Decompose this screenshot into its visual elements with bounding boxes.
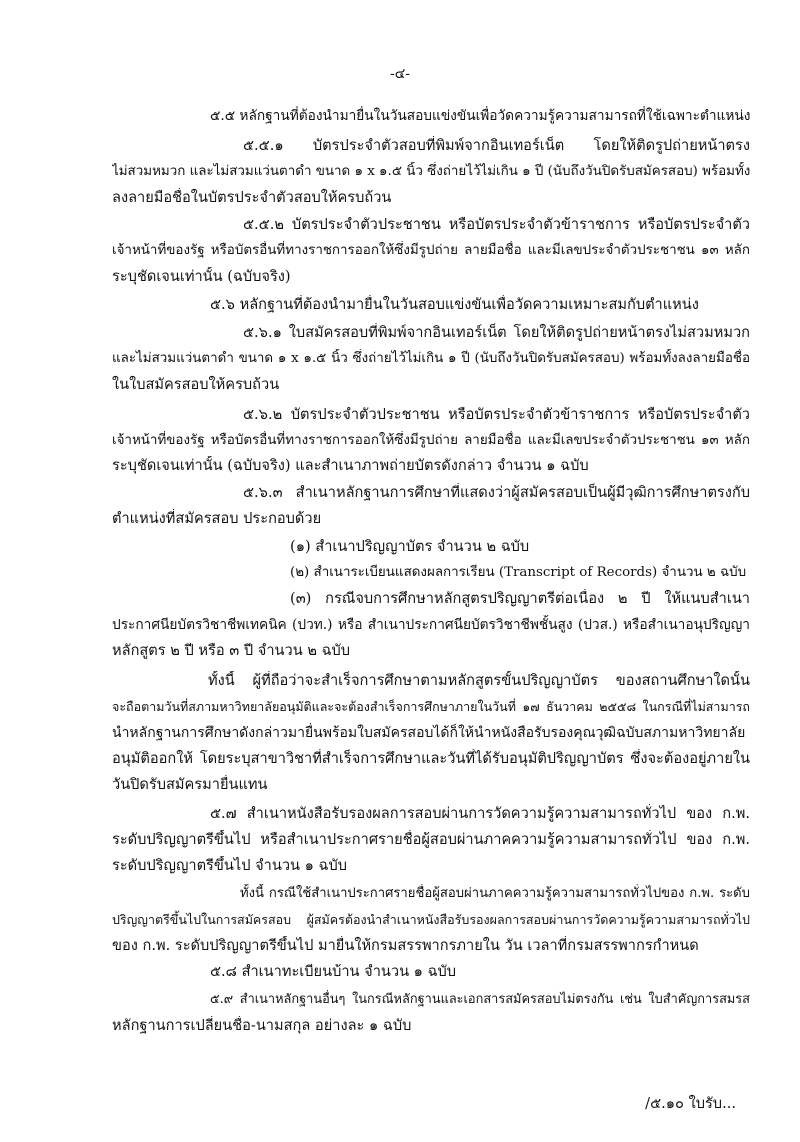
section-5-5-heading: ๕.๕ หลักฐานที่ต้องนำมายื่นในวันสอบแข่งขันเพื่อวัดความรู้ความสามารถที่ใช้เฉพาะตำแหน่ง (210, 108, 750, 124)
item-5-6-2-line: ระบุชัดเจนเท่านั้น (ฉบับจริง) และสำเนาภาพถ่ายบัตรดังกล่าว จำนวน ๑ ฉบับ (112, 457, 589, 474)
item-5-5-2-line: เจ้าหน้าที่ของรัฐ หรือบัตรอื่นที่ทางราชการออกให้ซึ่งมีรูปถ่าย ลายมือชื่อ และมีเลขประจำตัวประชาชน ๑๓ หลัก (112, 243, 750, 258)
note-paragraph-line: อนุมัติออกให้ โดยระบุสาขาวิชาที่สำเร็จการศึกษาและวันที่ได้รับอนุมัติปริญญาบัตร ซึ่งจะต้องอยู่ภายใน (112, 750, 750, 767)
item-5-5-1-line: ไม่สวมหมวก และไม่สวมแว่นตาดำ ขนาด ๑ x ๑.๕ นิ้ว ซึ่งถ่ายไว้ไม่เกิน ๑ ปี (นับถึงวันปิดรับสมัครสอบ) พร้อมทั้ง (112, 164, 750, 179)
sub-item-1: (๑) สำเนาปริญญาบัตร จำนวน ๒ ฉบับ (290, 538, 530, 555)
item-5-6-2-line: ๕.๖.๒ บัตรประจำตัวประชาชน หรือบัตรประจำตัวข้าราชการ หรือบัตรประจำตัว (243, 406, 750, 423)
section-5-8: ๕.๘ สำเนาทะเบียนบ้าน จำนวน ๑ ฉบับ (210, 963, 457, 980)
note-paragraph-line: นำหลักฐานการศึกษาดังกล่าวมายื่นพร้อมใบสมัครสอบได้ก็ให้นำหนังสือรับรองคุณวุฒิฉบับสภามหาวิทยาลัย (112, 725, 746, 741)
section-5-7-note-line: ปริญญาตรีขึ้นไปในการสมัครสอบ ผู้สมัครต้องนำสำเนาหนังสือรับรองผลการสอบผ่านการวัดความรู้ความสามารถทั่วไป (112, 912, 750, 927)
item-5-5-1-line: ๕.๕.๑ บัตรประจำตัวสอบที่พิมพ์จากอินเทอร์เน็ต โดยให้ติดรูปถ่ายหน้าตรง (243, 137, 750, 154)
continuation-footer: /๕.๑๐ ใบรับ... (645, 1095, 736, 1112)
item-5-6-3-line: ตำแหน่งที่สมัครสอบ ประกอบด้วย (112, 510, 322, 527)
sub-item-3-line: หลักสูตร ๒ ปี หรือ ๓ ปี จำนวน ๒ ฉบับ (112, 642, 351, 659)
section-5-9-line: ๕.๙ สำเนาหลักฐานอื่นๆ ในกรณีหลักฐานและเอกสารสมัครสอบไม่ตรงกัน เช่น ใบสำคัญการสมรส (210, 992, 750, 1007)
sub-item-3-line: ประกาศนียบัตรวิชาชีพเทคนิค (ปวท.) หรือ สำเนาประกาศนียบัตรวิชาชีพชั้นสูง (ปวส.) หรือสำเนาอนุปริญญา (112, 617, 750, 633)
sub-item-2: (๒) สำเนาระเบียนแสดงผลการเรียน (Transcript of Records) จำนวน ๒ ฉบับ (290, 565, 747, 580)
note-paragraph-line: ทั้งนี้ ผู้ที่ถือว่าจะสำเร็จการศึกษาตามหลักสูตรขั้นปริญญาบัตร ของสถานศึกษาใดนั้น (208, 672, 750, 689)
sub-item-3-line: (๓) กรณีจบการศึกษาหลักสูตรปริญญาตรีต่อเนื่อง ๒ ปี ให้แนบสำเนา (290, 590, 750, 607)
section-5-7-line: ๕.๗ สำเนาหนังสือรับรองผลการสอบผ่านการวัดความรู้ความสามารถทั่วไป ของ ก.พ. (210, 805, 750, 822)
item-5-5-1-line: ลงลายมือชื่อในบัตรประจำตัวสอบให้ครบถ้วน (112, 189, 392, 206)
item-5-6-1-line: และไม่สวมแว่นตาดำ ขนาด ๑ x ๑.๕ นิ้ว ซึ่งถ่ายไว้ไม่เกิน ๑ ปี (นับถึงวันปิดรับสมัครสอบ) พร้อมทั้งลงลายมือชื่อ (112, 351, 750, 366)
section-5-7-line: ระดับปริญญาตรีขึ้นไป จำนวน ๑ ฉบับ (112, 857, 347, 874)
section-5-9-line: หลักฐานการเปลี่ยนชื่อ-นามสกุล อย่างละ ๑ ฉบับ (112, 1017, 412, 1034)
section-5-6-heading: ๕.๖ หลักฐานที่ต้องนำมายื่นในวันสอบแข่งขันเพื่อวัดความเหมาะสมกับตำแหน่ง (210, 296, 699, 313)
item-5-6-2-line: เจ้าหน้าที่ของรัฐ หรือบัตรอื่นที่ทางราชการออกให้ซึ่งมีรูปถ่าย ลายมือชื่อ และมีเลขประจำตัวประชาชน ๑๓ หลัก (112, 433, 750, 448)
note-paragraph-line: จะถือตามวันที่สภามหาวิทยาลัยอนุมัติและจะต้องสำเร็จการศึกษาภายในวันที่ ๑๗ ธันวาคม ๒๕๕๘ ในกรณีที่ไม่สามารถ (112, 699, 750, 714)
section-5-7-note-line: ทั้งนี้ กรณีใช้สำเนาประกาศรายชื่อผู้สอบผ่านภาคความรู้ความสามารถทั่วไปของ ก.พ. ระดับ (240, 886, 750, 901)
item-5-5-2-line: ระบุชัดเจนเท่านั้น (ฉบับจริง) (112, 268, 291, 285)
page-number: -๔- (389, 66, 411, 82)
section-5-7-note-line: ของ ก.พ. ระดับปริญญาตรีขึ้นไป มายื่นให้กรมสรรพากรภายใน วัน เวลาที่กรมสรรพากรกำหนด (112, 937, 699, 954)
note-paragraph-line: วันปิดรับสมัครมายื่นแทน (112, 776, 268, 793)
item-5-6-1-line: ๕.๖.๑ ใบสมัครสอบที่พิมพ์จากอินเทอร์เน็ต โดยให้ติดรูปถ่ายหน้าตรงไม่สวมหมวก (243, 324, 750, 341)
item-5-6-3-line: ๕.๖.๓ สำเนาหลักฐานการศึกษาที่แสดงว่าผู้สมัครสอบเป็นผู้มีวุฒิการศึกษาตรงกับ (243, 484, 750, 501)
section-5-7-line: ระดับปริญญาตรีขึ้นไป หรือสำเนาประกาศรายชื่อผู้สอบผ่านภาคความรู้ความสามารถทั่วไป ของ ก.พ. (112, 831, 750, 848)
item-5-6-1-line: ในใบสมัครสอบให้ครบถ้วน (112, 376, 280, 393)
item-5-5-2-line: ๕.๕.๒ บัตรประจำตัวประชาชน หรือบัตรประจำตัวข้าราชการ หรือบัตรประจำตัว (243, 216, 750, 233)
